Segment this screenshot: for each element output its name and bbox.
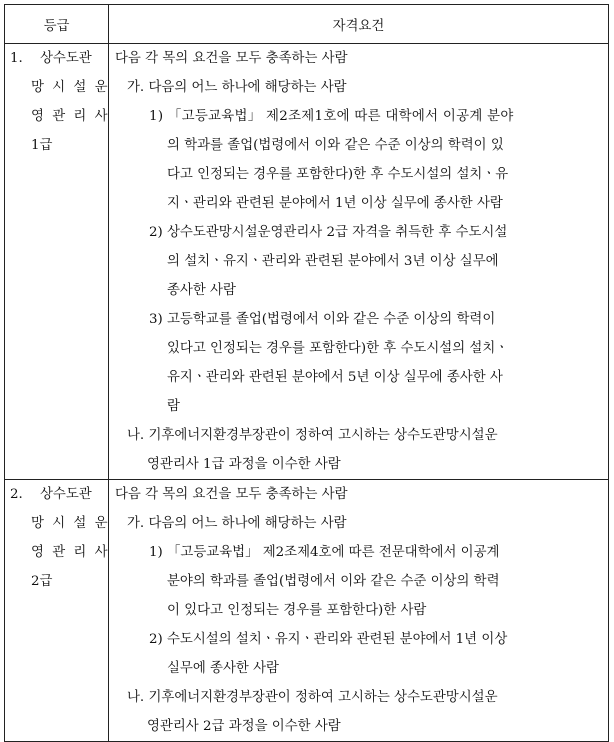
requirement-line: 나. 기후에너지환경부장관이 정하여 고시하는 상수도관망시설운 xyxy=(127,428,498,443)
requirement-line: 있다고 인정되는 경우를 포함한다)한 후 수도시설의 설치ㆍ xyxy=(167,341,509,356)
requirement-line: 지ㆍ관리와 관련된 분야에서 1년 이상 실무에 종사한 사람 xyxy=(167,196,503,211)
table-row xyxy=(5,480,609,742)
requirement-line: 1) 「고등교육법」 제2조제4호에 따른 전문대학에서 이공계 xyxy=(149,545,500,560)
grade-name-line: 상수도관 xyxy=(40,51,92,66)
requirement-line: 의 학과를 졸업(법령에서 이와 같은 수준 이상의 학력이 있 xyxy=(167,138,504,153)
grade-number: 1. xyxy=(10,51,23,66)
header-grade: 등급 xyxy=(5,5,109,44)
table-row xyxy=(5,44,609,480)
grade-name-line: 2급 xyxy=(31,574,53,589)
requirement-line: 2) 상수도관망시설운영관리사 2급 자격을 취득한 후 수도시설 xyxy=(149,225,508,240)
grade-name-line: 1급 xyxy=(31,138,53,153)
requirement-line: 다음 각 목의 요건을 모두 충족하는 사람 xyxy=(115,487,348,502)
requirement-line: 영관리사 1급 과정을 이수한 사람 xyxy=(147,457,341,472)
header-requirements: 자격요건 xyxy=(109,5,609,44)
requirement-line: 의 설치ㆍ유지ㆍ관리와 관련된 분야에서 3년 이상 실무에 xyxy=(167,254,499,269)
requirement-line: 영관리사 2급 과정을 이수한 사람 xyxy=(147,719,341,734)
grade-name-line: 망 시 설 운 xyxy=(31,516,110,531)
grade-name-line: 영 관 리 사 xyxy=(31,545,110,560)
grade-number: 2. xyxy=(10,487,23,502)
requirement-line: 다고 인정되는 경우를 포함한다)한 후 수도시설의 설치ㆍ유 xyxy=(167,167,509,182)
grade-name-line: 상수도관 xyxy=(40,487,92,502)
requirement-line: 람 xyxy=(167,399,180,414)
grade-cell xyxy=(5,44,109,480)
requirement-line: 가. 다음의 어느 하나에 해당하는 사람 xyxy=(127,80,347,95)
requirements-cell xyxy=(109,480,609,742)
requirement-line: 유지ㆍ관리와 관련된 분야에서 5년 이상 실무에 종사한 사 xyxy=(167,370,503,385)
requirement-line: 분야의 학과를 졸업(법령에서 이와 같은 수준 이상의 학력 xyxy=(167,574,500,589)
qualification-table xyxy=(4,4,609,742)
requirement-line: 1) 「고등교육법」 제2조제1호에 따른 대학에서 이공계 분야 xyxy=(149,109,514,124)
requirement-line: 종사한 사람 xyxy=(167,283,236,298)
requirement-line: 가. 다음의 어느 하나에 해당하는 사람 xyxy=(127,516,347,531)
requirement-line: 다음 각 목의 요건을 모두 충족하는 사람 xyxy=(115,51,348,66)
requirement-line: 3) 고등학교를 졸업(법령에서 이와 같은 수준 이상의 학력이 xyxy=(149,312,496,327)
requirements-cell xyxy=(109,44,609,480)
grade-name-line: 영 관 리 사 xyxy=(31,109,110,124)
requirement-line: 실무에 종사한 사람 xyxy=(167,661,279,676)
grade-name-line: 망 시 설 운 xyxy=(31,80,110,95)
grade-cell xyxy=(5,480,109,742)
table-header-row xyxy=(5,5,609,44)
requirement-line: 나. 기후에너지환경부장관이 정하여 고시하는 상수도관망시설운 xyxy=(127,690,498,705)
requirement-line: 2) 수도시설의 설치ㆍ유지ㆍ관리와 관련된 분야에서 1년 이상 xyxy=(149,632,508,647)
requirement-line: 이 있다고 인정되는 경우를 포함한다)한 사람 xyxy=(167,603,427,618)
